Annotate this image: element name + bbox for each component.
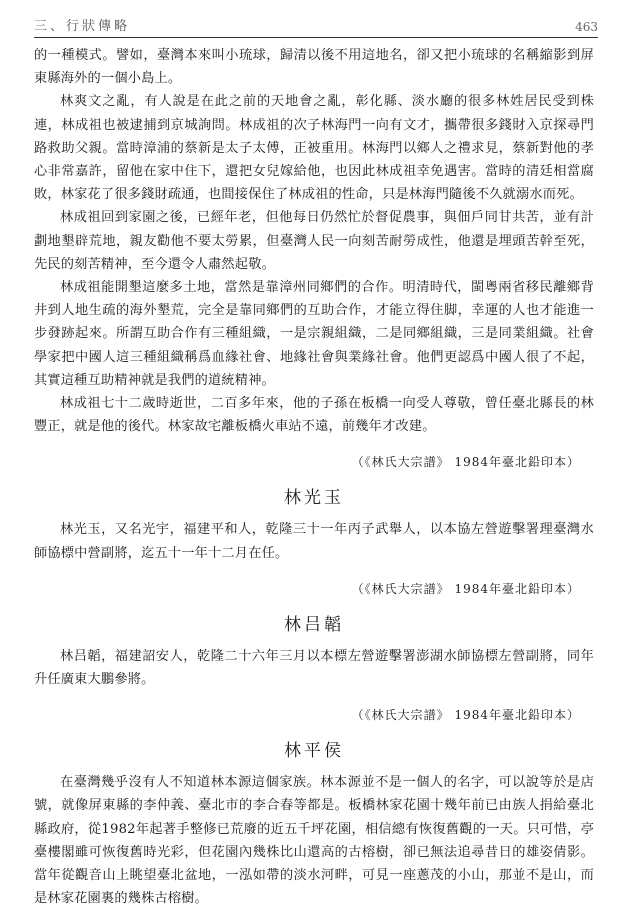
paragraph: 林成祖回到家園之後，已經年老，但他每日仍然忙於督促農事，與佃戶同甘共苦，並有計劃地墾辟荒地，親友勸他不要太勞累，但臺灣人民一向刻苦耐勞成性，他還是埋頭苦幹至死，先民的刻苦精神，至今還令人肅然起敬。 <box>34 210 594 272</box>
entry-title: 林平侯 <box>284 741 344 762</box>
source-citation: （《林氏大宗譜》 1984年臺北鉛印本） <box>351 581 580 596</box>
paragraph: 林爽文之亂，有人說是在此之前的天地會之亂，彰化縣、淡水廳的很多林姓居民受到株連，林成祖也被逮捕到京城詢問。林成祖的次子林海門一向有文才，攜帶很多錢財入京探尋門路救助父親。當時漳浦的蔡新是太子太傅，正被重用。林海門以鄉人之禮求見，蔡新對他的孝心非常嘉許，留他在家中住下，還把女兒嫁給他，也因此林成祖幸免遇害。當時的清廷相當腐敗，林家花了很多錢財疏通，也間接保住了林成祖的性命，只是林海門隨後不久就溺水而死。 <box>34 94 594 203</box>
paragraph: 林光玉，又名光宇，福建平和人，乾隆三十一年丙子武舉人，以本協左營遊擊署理臺灣水師協標中營副將，迄五十一年十二月在任。 <box>34 522 594 561</box>
section-title: 三、行狀傳略 <box>34 19 131 34</box>
paragraph: 林吕韜，福建詔安人，乾隆二十六年三月以本標左營遊擊署澎湖水師協標左營副將，同年升任廣東大鵬參將。 <box>34 648 594 688</box>
source-citation: （《林氏大宗譜》 1984年臺北鉛印本） <box>351 455 580 470</box>
paragraph: 林成祖七十二歲時逝世，二百多年來，他的子孫在板橋一向受人尊敬，曾任臺北縣長的林豐正，就是他的後代。林家故宅離板橋火車站不遠，前幾年才改建。 <box>34 396 594 435</box>
paragraph: 林成祖能開墾這麼多土地，當然是靠漳州同鄉們的合作。明清時代，閩粵兩省移民離鄉背井到人地生疏的海外墾荒，完全是靠同鄉們的互助合作，才能立得住脚，幸運的人也才能進一步發跡起來。所謂互助合作有三種組織，一是宗親組織，二是同鄉組織，三是同業組織。社會學家把中國人這三種組織稱爲血緣社會、地緣社會與業緣社會。他們更認爲中國人很了不起，其實這種互助精神就是我們的道統精神。 <box>34 280 594 388</box>
paragraph: 在臺灣幾乎沒有人不知道林本源這個家族。林本源並不是一個人的名字，可以說等於是店號，就像屏東縣的李仲義、臺北市的李合春等都是。板橋林家花園十幾年前已由族人捐給臺北縣政府，從1982年起著手整修已荒廢的近五千坪花園，相信總有恢復舊觀的一天。只可惜，亭臺樓閣雖可恢復舊時光彩，但花園內幾株比山還高的古榕樹，卻已無法追尋昔日的雄姿倩影。當年從觀音山上眺望臺北盆地，一泓如帶的淡水河畔，可見一座蔥茂的小山，那並不是山，而是林家花園裏的幾株古榕樹。 <box>34 775 594 907</box>
source-citation: （《林氏大宗譜》 1984年臺北鉛印本） <box>351 708 580 723</box>
running-header <box>34 12 598 38</box>
page-body <box>34 44 594 910</box>
paragraph-continued: 的一種模式。譬如，臺灣本來叫小琉球，歸清以後不用這地名，卻又把小琉球的名稱縮影到屏東縣海外的一個小島上。 <box>34 48 594 87</box>
page-number: 463 <box>575 20 598 34</box>
entry-title: 林光玉 <box>284 488 344 509</box>
entry-title: 林吕韜 <box>284 614 344 635</box>
